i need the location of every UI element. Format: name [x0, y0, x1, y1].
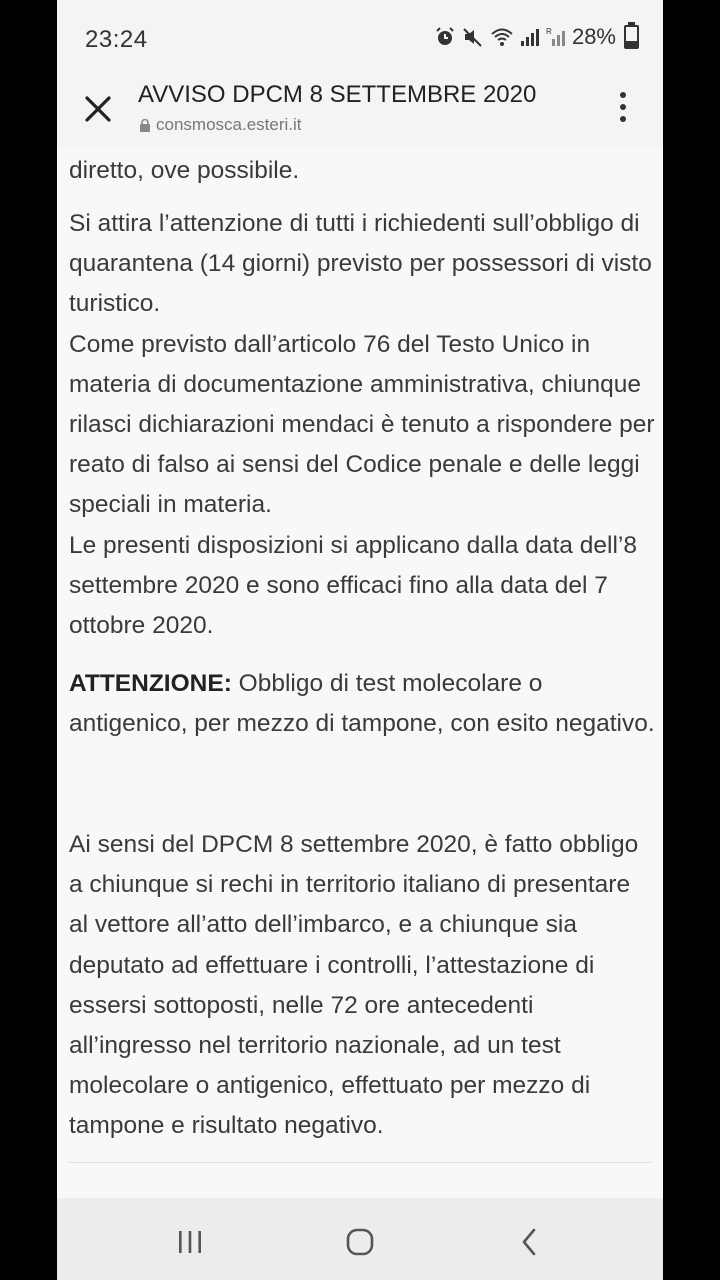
svg-text:R: R [545, 27, 552, 36]
lock-icon [140, 119, 150, 132]
roaming-signal-icon [546, 26, 566, 48]
home-icon[interactable] [340, 1222, 380, 1262]
more-vert-icon[interactable] [609, 92, 637, 122]
paragraph-text: Come previsto dall’articolo 76 del Testo Unico in materia di documentazione amministrativa, chiunque rilasci dichiarazioni mendaci è tenuto a rispondere per reato di falso ai sensi del Codice penale e delle leggi speciali in materia. [69, 330, 655, 519]
signal-icon [520, 26, 540, 48]
paragraph [69, 151, 655, 191]
attention-paragraph [69, 664, 655, 744]
attention-text: Obbligo di test molecolare o antigenico, per mezzo di tampone, con esito negativo. [69, 670, 655, 738]
recent-apps-icon[interactable] [170, 1222, 210, 1262]
navigation-bar [57, 1198, 663, 1280]
url-row[interactable] [140, 115, 302, 135]
close-icon[interactable] [81, 92, 115, 126]
page-title: AVVISO DPCM 8 SETTEMBRE 2020 [138, 81, 537, 108]
status-icons [434, 24, 639, 50]
paragraph-text: Ai sensi del DPCM 8 settembre 2020, è fatto obbligo a chiunque si rechi in territorio italiano di presentare al vettore all’atto dell’imbarco, e a chiunque sia deputato ad effettuare i controlli, l’attestazione di essersi sottoposti, nelle 72 ore antecedenti all’ingresso nel territorio nazionale, ad un test molecolare o antigenico, effettuato per mezzo di tampone e risultato negativo. [69, 831, 639, 1140]
alarm-icon [434, 26, 456, 48]
paragraph [69, 825, 655, 1147]
back-icon[interactable] [510, 1222, 550, 1262]
mute-icon [462, 26, 484, 48]
custom-tab-header [57, 80, 663, 149]
attention-text-block [69, 664, 655, 744]
page-url: consmosca.esteri.it [156, 115, 302, 134]
attention-label: ATTENZIONE: [69, 670, 232, 697]
paragraph [69, 204, 655, 646]
page-content[interactable] [57, 148, 663, 1198]
paragraph-text: diretto, ove possibile. [69, 157, 300, 184]
wifi-icon [490, 26, 514, 48]
status-bar [57, 0, 663, 80]
paragraph-text: Si attira l’attenzione di tutti i richiedenti sull’obbligo di quarantena (14 giorni) previsto per possessori di visto turistico. [69, 210, 652, 318]
status-time: 23:24 [85, 26, 148, 53]
phone-screen [57, 0, 663, 1280]
divider [69, 1162, 651, 1163]
battery-percent: 28% [571, 24, 616, 49]
paragraph-text: Le presenti disposizioni si applicano dalla data dell’8 settembre 2020 e sono efficaci fino alla data del 7 ottobre 2020. [69, 531, 637, 640]
battery-icon [624, 25, 639, 49]
